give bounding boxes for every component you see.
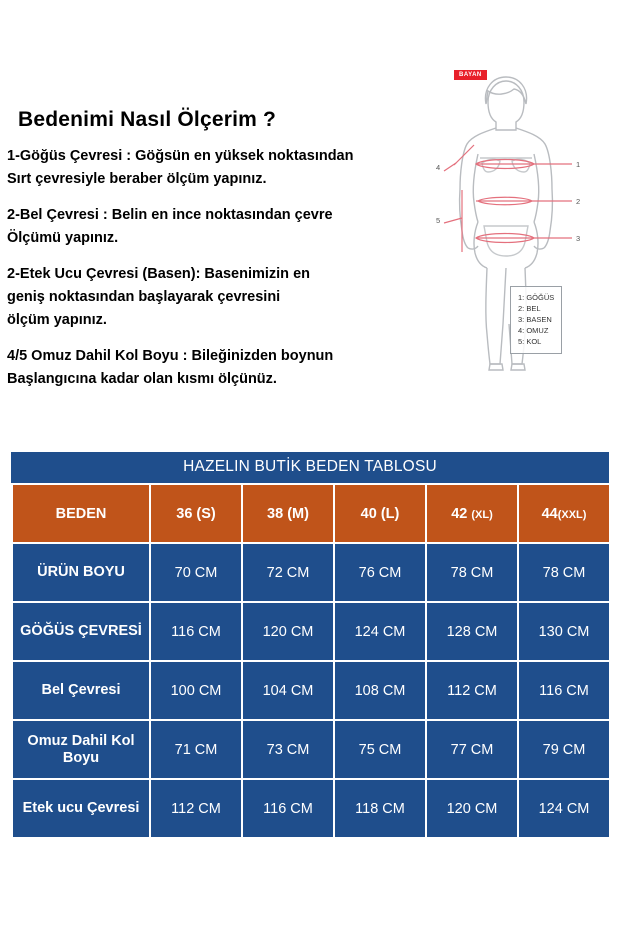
instruction-line: ölçüm yapınız. [7, 312, 107, 328]
header-main: 38 (M) [267, 505, 309, 522]
table-cell: 78 CM [426, 543, 518, 602]
row-label: ÜRÜN BOYU [12, 543, 150, 602]
table-cell: 72 CM [242, 543, 334, 602]
table-cell: 79 CM [518, 720, 610, 779]
row-label: GÖĞÜS ÇEVRESİ [12, 602, 150, 661]
table-header-row [12, 484, 610, 543]
instruction-line: geniş noktasından başlayarak çevresini [7, 289, 281, 305]
legend-item: 5: KOL [518, 337, 542, 346]
table-cell: 104 CM [242, 661, 334, 720]
table-cell: 116 CM [518, 661, 610, 720]
page-title: Bedenimi Nasıl Ölçerim ? [18, 108, 277, 131]
table-cell: 71 CM [150, 720, 242, 779]
table-header-cell: BEDEN [12, 484, 150, 543]
table-cell: 116 CM [150, 602, 242, 661]
table-cell: 78 CM [518, 543, 610, 602]
size-table-section [11, 452, 609, 839]
table-row [12, 720, 610, 779]
legend-item: 3: BASEN [518, 315, 552, 324]
table-cell: 112 CM [150, 779, 242, 838]
table-cell: 75 CM [334, 720, 426, 779]
table-cell: 112 CM [426, 661, 518, 720]
header-main: 42 [451, 505, 472, 522]
table-header-cell [426, 484, 518, 543]
figure-legend [510, 286, 562, 354]
figure-marker-1: 1 [576, 160, 581, 169]
table-header-cell [518, 484, 610, 543]
table-cell: 108 CM [334, 661, 426, 720]
table-cell: 128 CM [426, 602, 518, 661]
row-label: Bel Çevresi [12, 661, 150, 720]
table-cell: 77 CM [426, 720, 518, 779]
table-header-cell [150, 484, 242, 543]
table-cell: 116 CM [242, 779, 334, 838]
instruction-item-kol-boyu [5, 345, 430, 390]
instruction-line: 1-Göğüs Çevresi : Göğsün en yüksek noktasından [7, 148, 354, 164]
measurement-figure [422, 58, 612, 403]
table-row [12, 661, 610, 720]
instruction-line: Ölçümü yapınız. [7, 230, 119, 246]
instruction-item-bel [5, 204, 430, 249]
figure-marker-3: 3 [576, 234, 581, 243]
legend-item: 4: OMUZ [518, 326, 549, 335]
figure-marker-2: 2 [576, 197, 581, 206]
table-cell: 73 CM [242, 720, 334, 779]
table-cell: 70 CM [150, 543, 242, 602]
header-sub: (XXL) [557, 508, 587, 521]
row-label: Omuz Dahil Kol Boyu [12, 720, 150, 779]
table-cell: 124 CM [518, 779, 610, 838]
instruction-line: 2-Etek Ucu Çevresi (Basen): Basenimizin en [7, 266, 310, 282]
legend-item: 1: GÖĞÜS [518, 293, 555, 302]
table-cell: 120 CM [426, 779, 518, 838]
size-table [11, 483, 611, 839]
table-cell: 120 CM [242, 602, 334, 661]
size-table-title: HAZELIN BUTİK BEDEN TABLOSU [11, 452, 609, 483]
figure-marker-4: 4 [436, 163, 441, 172]
instruction-line: 4/5 Omuz Dahil Kol Boyu : Bileğinizden boynun [7, 348, 334, 364]
header-sub: (XL) [471, 508, 493, 521]
table-row [12, 602, 610, 661]
instruction-line: Sırt çevresiyle beraber ölçüm yapınız. [7, 171, 267, 187]
table-cell: 100 CM [150, 661, 242, 720]
table-cell: 124 CM [334, 602, 426, 661]
table-header-cell [242, 484, 334, 543]
table-header-cell [334, 484, 426, 543]
header-main: 36 (S) [176, 505, 216, 522]
instruction-line: 2-Bel Çevresi : Belin en ince noktasından çevre [7, 207, 333, 223]
table-row [12, 779, 610, 838]
table-row [12, 543, 610, 602]
row-label: Etek ucu Çevresi [12, 779, 150, 838]
figure-gender-tag: BAYAN [454, 70, 487, 80]
legend-item: 2: BEL [518, 304, 541, 313]
header-main: 40 (L) [360, 505, 400, 522]
instruction-item-gogus [5, 145, 430, 190]
figure-marker-5: 5 [436, 216, 441, 225]
table-cell: 130 CM [518, 602, 610, 661]
instructions-section [0, 0, 620, 440]
instruction-line: Başlangıcına kadar olan kısmı ölçünüz. [7, 371, 277, 387]
instruction-list [5, 145, 430, 404]
table-cell: 118 CM [334, 779, 426, 838]
instruction-item-etek-ucu [5, 263, 430, 331]
header-main: 44 [541, 505, 558, 522]
table-cell: 76 CM [334, 543, 426, 602]
